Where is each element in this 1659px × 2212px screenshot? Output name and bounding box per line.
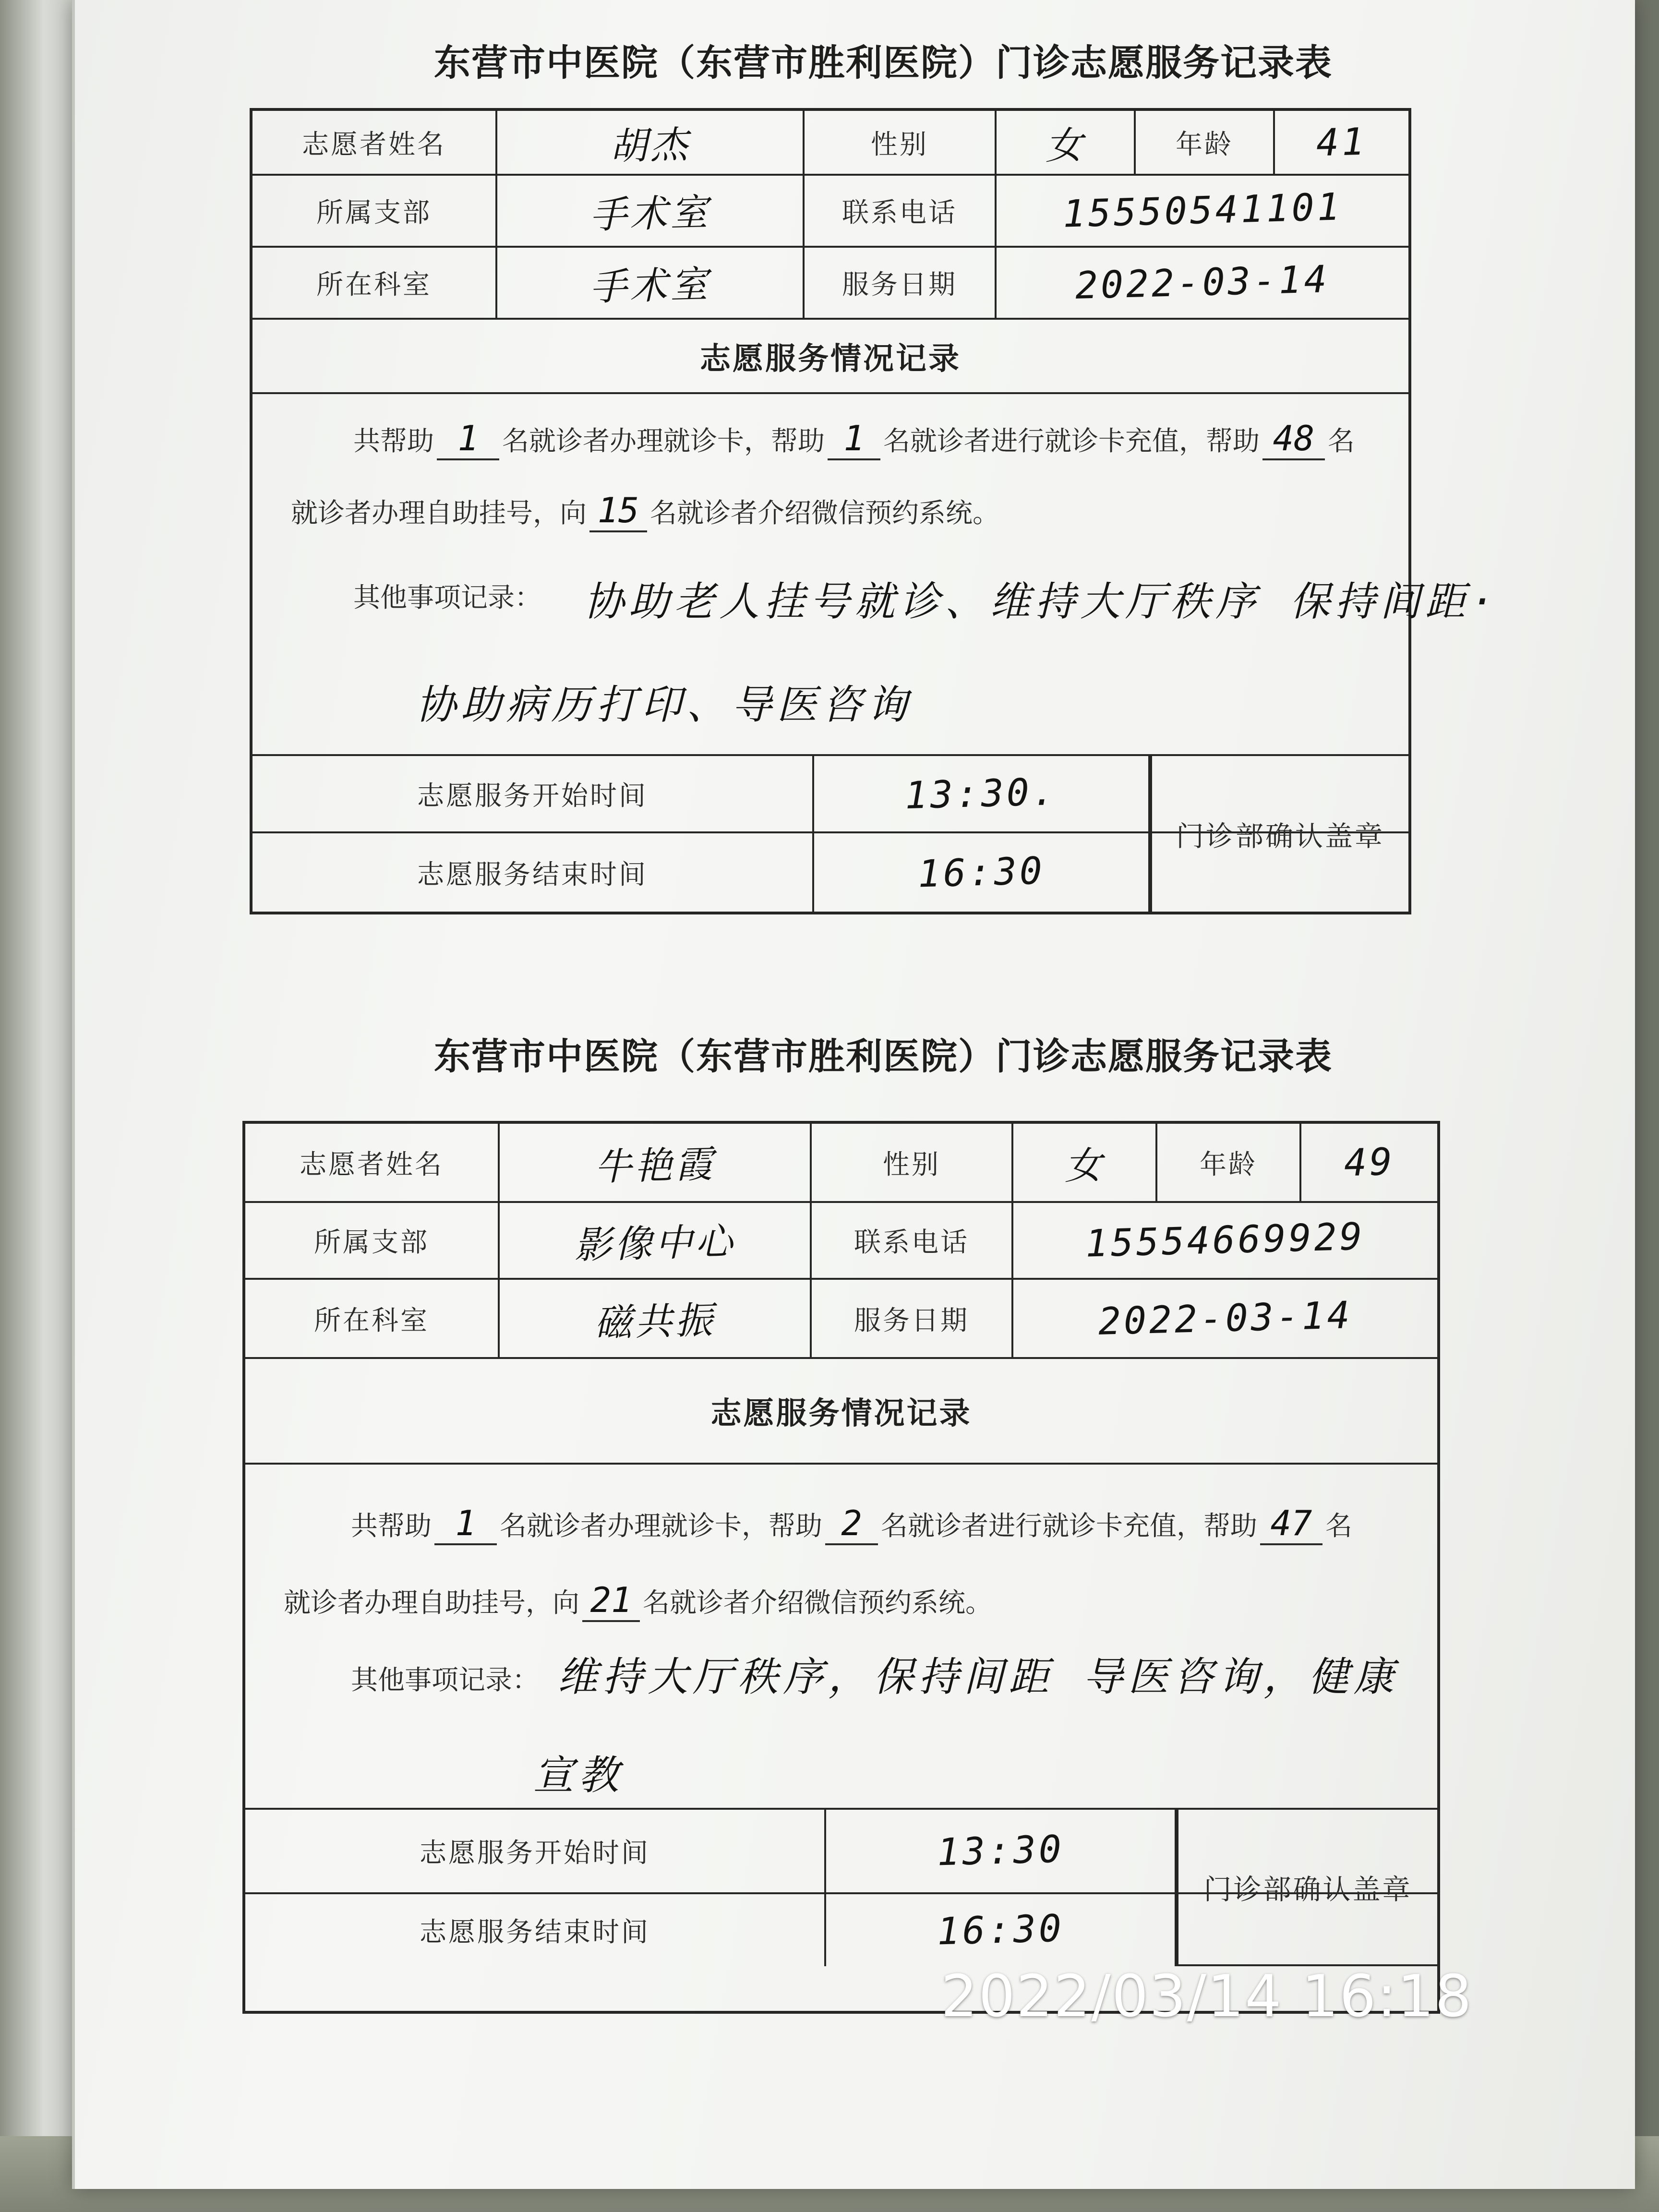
date-label: 服务日期 — [842, 269, 957, 301]
self-registration-count: 47 — [1260, 1503, 1322, 1545]
form-title: 东营市中医院（东营市胜利医院）门诊志愿服务记录表 — [434, 41, 1333, 84]
other-items-line-2: 宣教 — [533, 1752, 624, 1799]
end-time-label: 志愿服务结束时间 — [420, 1917, 650, 1948]
other-items-line-1: 协助老人挂号就诊、维持大厅秩序 保持间距· — [584, 578, 1500, 625]
dept-value: 手术室 — [589, 263, 711, 310]
branch-value: 手术室 — [589, 191, 711, 238]
photo-timestamp: 2022/03/14 16:18 — [941, 1963, 1473, 2030]
dept-value: 磁共振 — [594, 1298, 716, 1345]
branch-label: 所属支部 — [314, 1227, 429, 1258]
gender-value: 女 — [1064, 1143, 1106, 1188]
name-value: 胡杰 — [609, 123, 691, 168]
table-row — [252, 176, 1408, 248]
cards-issued-count: 1 — [434, 1503, 497, 1545]
date-value: 2022-03-14 — [1075, 258, 1330, 308]
table-row — [245, 1203, 1437, 1280]
stamp-label: 门诊部确认盖章 — [1203, 1873, 1412, 1906]
gender-value: 女 — [1045, 123, 1086, 168]
phone-label: 联系电话 — [854, 1227, 969, 1258]
table-row — [245, 1124, 1437, 1203]
end-time-value: 16:30 — [917, 849, 1046, 896]
start-time-value: 13:30 — [936, 1827, 1065, 1875]
start-time-label: 志愿服务开始时间 — [420, 1838, 650, 1869]
form-table — [242, 1121, 1440, 2014]
stamp-label: 门诊部确认盖章 — [1176, 820, 1384, 853]
date-value: 2022-03-14 — [1097, 1293, 1353, 1344]
form-table — [250, 108, 1500, 914]
cards-issued-count: 1 — [437, 418, 499, 460]
phone-value: 15554669929 — [1085, 1215, 1366, 1266]
phone-label: 联系电话 — [842, 197, 957, 228]
name-value: 牛艳霞 — [594, 1142, 716, 1189]
self-registration-count: 48 — [1262, 418, 1325, 460]
table-row — [245, 1280, 1437, 1359]
record-line-2: 就诊者办理自助挂号，向 21 名就诊者介绍微信预约系统。 — [284, 1580, 992, 1622]
other-items-line-2: 协助病历打印、导医咨询 — [416, 681, 913, 728]
recharge-count: 2 — [825, 1503, 878, 1545]
branch-value: 影像中心 — [574, 1220, 736, 1268]
phone-value: 15550541101 — [1062, 185, 1343, 236]
other-items-label: 其他事项记录： — [353, 582, 541, 613]
table-row — [252, 248, 1408, 320]
end-time-value: 16:30 — [936, 1907, 1065, 1954]
age-label: 年龄 — [1200, 1149, 1257, 1180]
other-items-line-1: 维持大厅秩序，保持间距 导医咨询，健康 — [557, 1653, 1399, 1700]
form-title: 东营市中医院（东营市胜利医院）门诊志愿服务记录表 — [434, 1035, 1333, 1078]
section-heading: 志愿服务情况记录 — [252, 320, 1408, 394]
name-label: 志愿者姓名 — [300, 1149, 444, 1180]
date-label: 服务日期 — [854, 1305, 969, 1336]
record-line-2: 就诊者办理自助挂号，向 15 名就诊者介绍微信预约系统。 — [291, 490, 999, 532]
dept-label: 所在科室 — [316, 269, 432, 301]
table-row — [252, 111, 1408, 176]
name-label: 志愿者姓名 — [302, 129, 446, 160]
gender-label: 性别 — [883, 1149, 940, 1180]
section-heading: 志愿服务情况记录 — [245, 1359, 1437, 1465]
age-value: 41 — [1315, 120, 1368, 165]
branch-label: 所属支部 — [316, 197, 432, 228]
start-time-label: 志愿服务开始时间 — [417, 780, 648, 812]
gender-label: 性别 — [871, 129, 928, 160]
wechat-intro-count: 21 — [582, 1580, 640, 1622]
age-label: 年龄 — [1176, 129, 1233, 160]
recharge-count: 1 — [828, 418, 880, 460]
record-line-1: 共帮助 1 名就诊者办理就诊卡，帮助 2 名就诊者进行就诊卡充值，帮助 47 名 — [351, 1503, 1352, 1545]
end-time-label: 志愿服务结束时间 — [417, 859, 648, 890]
age-value: 49 — [1343, 1140, 1395, 1185]
dept-label: 所在科室 — [314, 1305, 429, 1336]
other-items-label: 其他事项记录： — [351, 1665, 539, 1696]
wechat-intro-count: 15 — [589, 490, 647, 532]
start-time-value: 13:30. — [904, 770, 1058, 817]
record-line-1: 共帮助 1 名就诊者办理就诊卡，帮助 1 名就诊者进行就诊卡充值，帮助 48 名 — [353, 418, 1355, 460]
